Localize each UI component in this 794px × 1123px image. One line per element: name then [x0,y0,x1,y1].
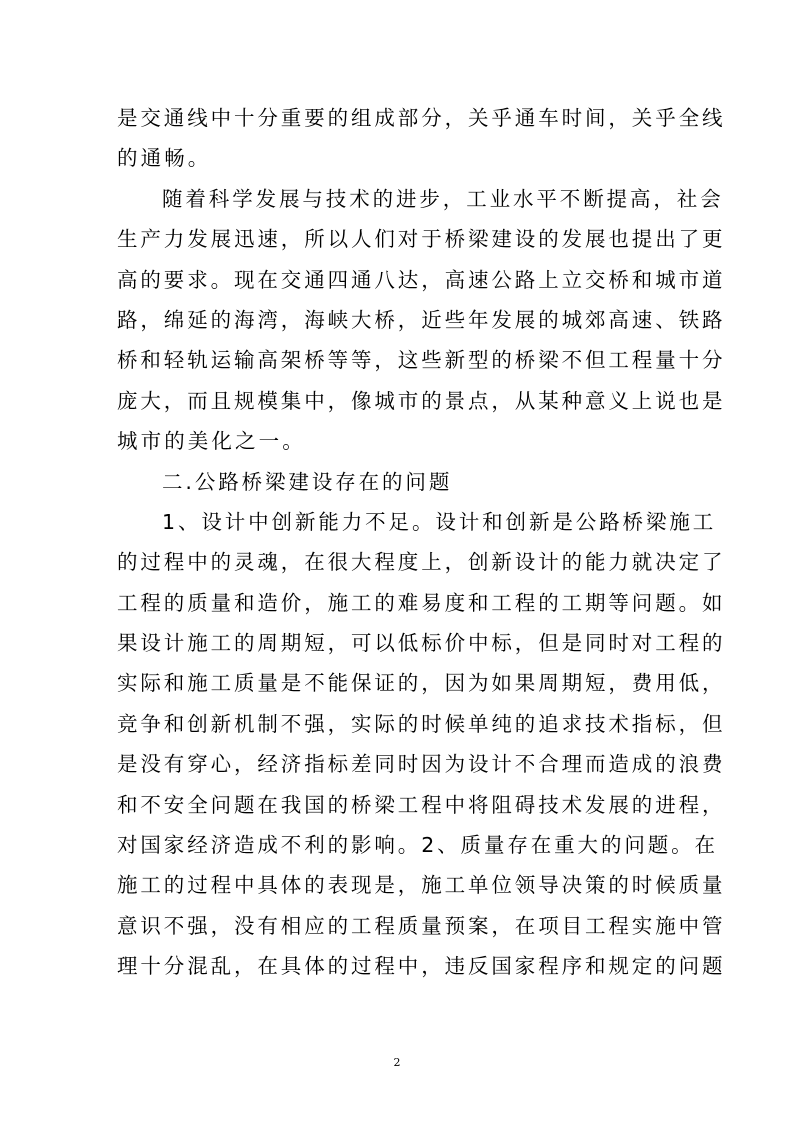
section-heading: 二.公路桥梁建设存在的问题 [162,469,453,494]
body-text [117,98,726,987]
text-line: 的通畅。 [117,146,212,171]
text-line: 实际和施工质量是不能保证的，因为如果周期短，费用低， [117,671,726,696]
paragraph-start-line: 随着科学发展与技术的进步，工业水平不断提高，社会 [162,186,724,211]
text-line: 施工的过程中具体的表现是，施工单位领导决策的时候质量 [117,873,726,898]
text-line: 竞争和创新机制不强，实际的时候单纯的追求技术指标，但 [117,711,726,736]
text-line: 果设计施工的周期短，可以低标价中标，但是同时对工程的 [117,631,726,656]
text-line: 理十分混乱，在具体的过程中，违反国家程序和规定的问题 [117,954,726,979]
text-line: 生产力发展迅速，所以人们对于桥梁建设的发展也提出了更 [117,227,726,252]
text-line: 是没有穿心，经济指标差同时因为设计不合理而造成的浪费 [117,752,726,777]
text-line: 路，绵延的海湾，海峡大桥，近些年发展的城郊高速、铁路 [117,307,726,332]
text-line: 是交通线中十分重要的组成部分，关乎通车时间，关乎全线 [117,106,726,130]
text-line: 桥和轻轨运输高架桥等等，这些新型的桥梁不但工程量十分 [117,348,726,373]
text-line: 对国家经济造成不利的影响。2、质量存在重大的问题。在 [117,833,718,858]
text-line: 意识不强，没有相应的工程质量预案，在项目工程实施中管 [117,913,726,938]
text-line: 工程的质量和造价，施工的难易度和工程的工期等问题。如 [117,590,726,615]
text-line: 城市的美化之一。 [117,429,306,454]
text-line: 和不安全问题在我国的桥梁工程中将阻碍技术发展的进程， [117,792,726,817]
paragraph-start-line: 1、设计中创新能力不足。设计和创新是公路桥梁施工 [162,509,717,534]
text-line: 高的要求。现在交通四通八达，高速公路上立交桥和城市道 [117,267,726,292]
page-number: 2 [393,1056,401,1069]
text-line: 的过程中的灵魂，在很大程度上，创新设计的能力就决定了 [117,550,726,575]
text-line: 庞大，而且规模集中，像城市的景点，从某种意义上说也是 [117,388,726,413]
